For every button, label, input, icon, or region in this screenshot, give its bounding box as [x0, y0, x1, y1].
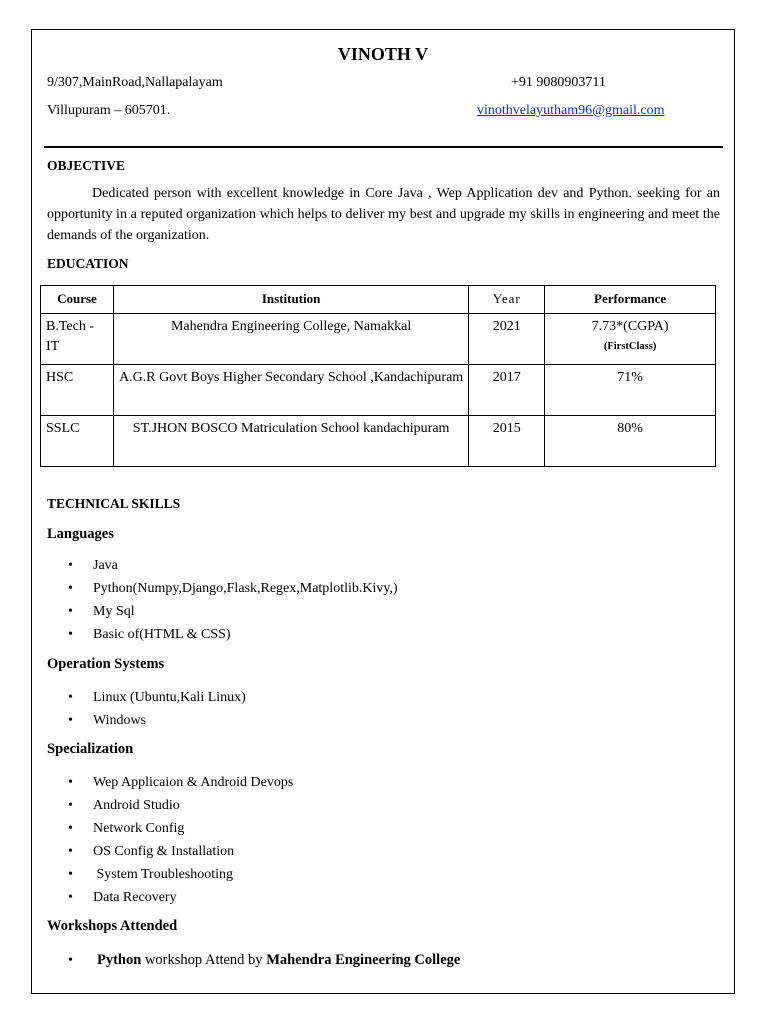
list-item: • Basic of(HTML & CSS): [62, 623, 398, 646]
email-link[interactable]: vinothvelayutham96@gmail.com: [477, 103, 665, 118]
list-item: • System Troubleshooting: [62, 863, 293, 886]
cell-year: 2017: [469, 365, 545, 416]
column-header-institution: Institution: [113, 286, 468, 314]
operation-systems-heading: Operation Systems: [47, 656, 165, 672]
list-item: • OS Config & Installation: [62, 840, 293, 863]
candidate-name: VINOTH V: [337, 44, 429, 64]
list-item: • Python(Numpy,Django,Flask,Regex,Matplotlib.Kivy,): [62, 577, 398, 600]
cell-institution: A.G.R Govt Boys Higher Secondary School ,Kandachipuram: [113, 365, 468, 416]
operation-systems-list: [62, 686, 246, 732]
languages-heading: Languages: [47, 526, 114, 542]
education-heading: EDUCATION: [47, 256, 129, 271]
list-item: • Network Config: [62, 817, 293, 840]
list-item: • My Sql: [62, 600, 398, 623]
cell-performance: [545, 314, 716, 365]
list-item: [62, 949, 460, 972]
cell-course: HSC: [41, 365, 114, 416]
cell-performance: 80%: [545, 416, 716, 467]
specialization-list: [62, 771, 293, 909]
objective-heading: OBJECTIVE: [47, 158, 126, 173]
table-header-row: [41, 286, 716, 314]
workshop-organization: Mahendra Engineering College: [266, 952, 461, 968]
cell-institution: ST.JHON BOSCO Matriculation School kandachipuram: [113, 416, 468, 467]
list-item: • Wep Applicaion & Android Devops: [62, 771, 293, 794]
education-table: [40, 285, 716, 467]
technical-skills-heading: TECHNICAL SKILLS: [47, 496, 181, 511]
list-item: • Android Studio: [62, 794, 293, 817]
cell-year: 2015: [469, 416, 545, 467]
address-line-1: 9/307,MainRoad,Nallapalayam: [47, 75, 223, 90]
cell-institution: Mahendra Engineering College, Namakkal: [113, 314, 468, 365]
workshop-text: workshop Attend by: [141, 952, 267, 968]
cell-course: B.Tech - IT: [41, 314, 114, 365]
cell-performance: 71%: [545, 365, 716, 416]
list-item: • Windows: [62, 709, 246, 732]
performance-value: 7.73*(CGPA): [591, 319, 669, 334]
address-line-2: Villupuram – 605701.: [47, 103, 171, 118]
table-row: [41, 314, 716, 365]
column-header-year: Year: [469, 286, 545, 314]
workshops-heading: Workshops Attended: [47, 918, 178, 934]
workshop-topic: Python: [97, 952, 142, 968]
performance-note: (FirstClass): [603, 341, 657, 352]
phone-number: +91 9080903711: [511, 75, 606, 90]
specialization-heading: Specialization: [47, 741, 134, 757]
list-item: • Java: [62, 554, 398, 577]
list-item: • Linux (Ubuntu,Kali Linux): [62, 686, 246, 709]
table-row: [41, 416, 716, 467]
cell-course: SSLC: [41, 416, 114, 467]
table-row: [41, 365, 716, 416]
list-item: • Data Recovery: [62, 886, 293, 909]
workshops-list: [62, 949, 460, 972]
resume-page: [31, 29, 735, 994]
column-header-course: Course: [41, 286, 114, 314]
objective-text: Dedicated person with excellent knowledge in Core Java , Wep Application dev and Python. seeking for an opportunity in a reputed organization which helps to deliver my best and upgrade my skills in engineering and meet the demands of the organization.: [47, 186, 720, 243]
column-header-performance: Performance: [545, 286, 716, 314]
languages-list: [62, 554, 398, 646]
header-divider: [44, 146, 723, 148]
cell-year: 2021: [469, 314, 545, 365]
